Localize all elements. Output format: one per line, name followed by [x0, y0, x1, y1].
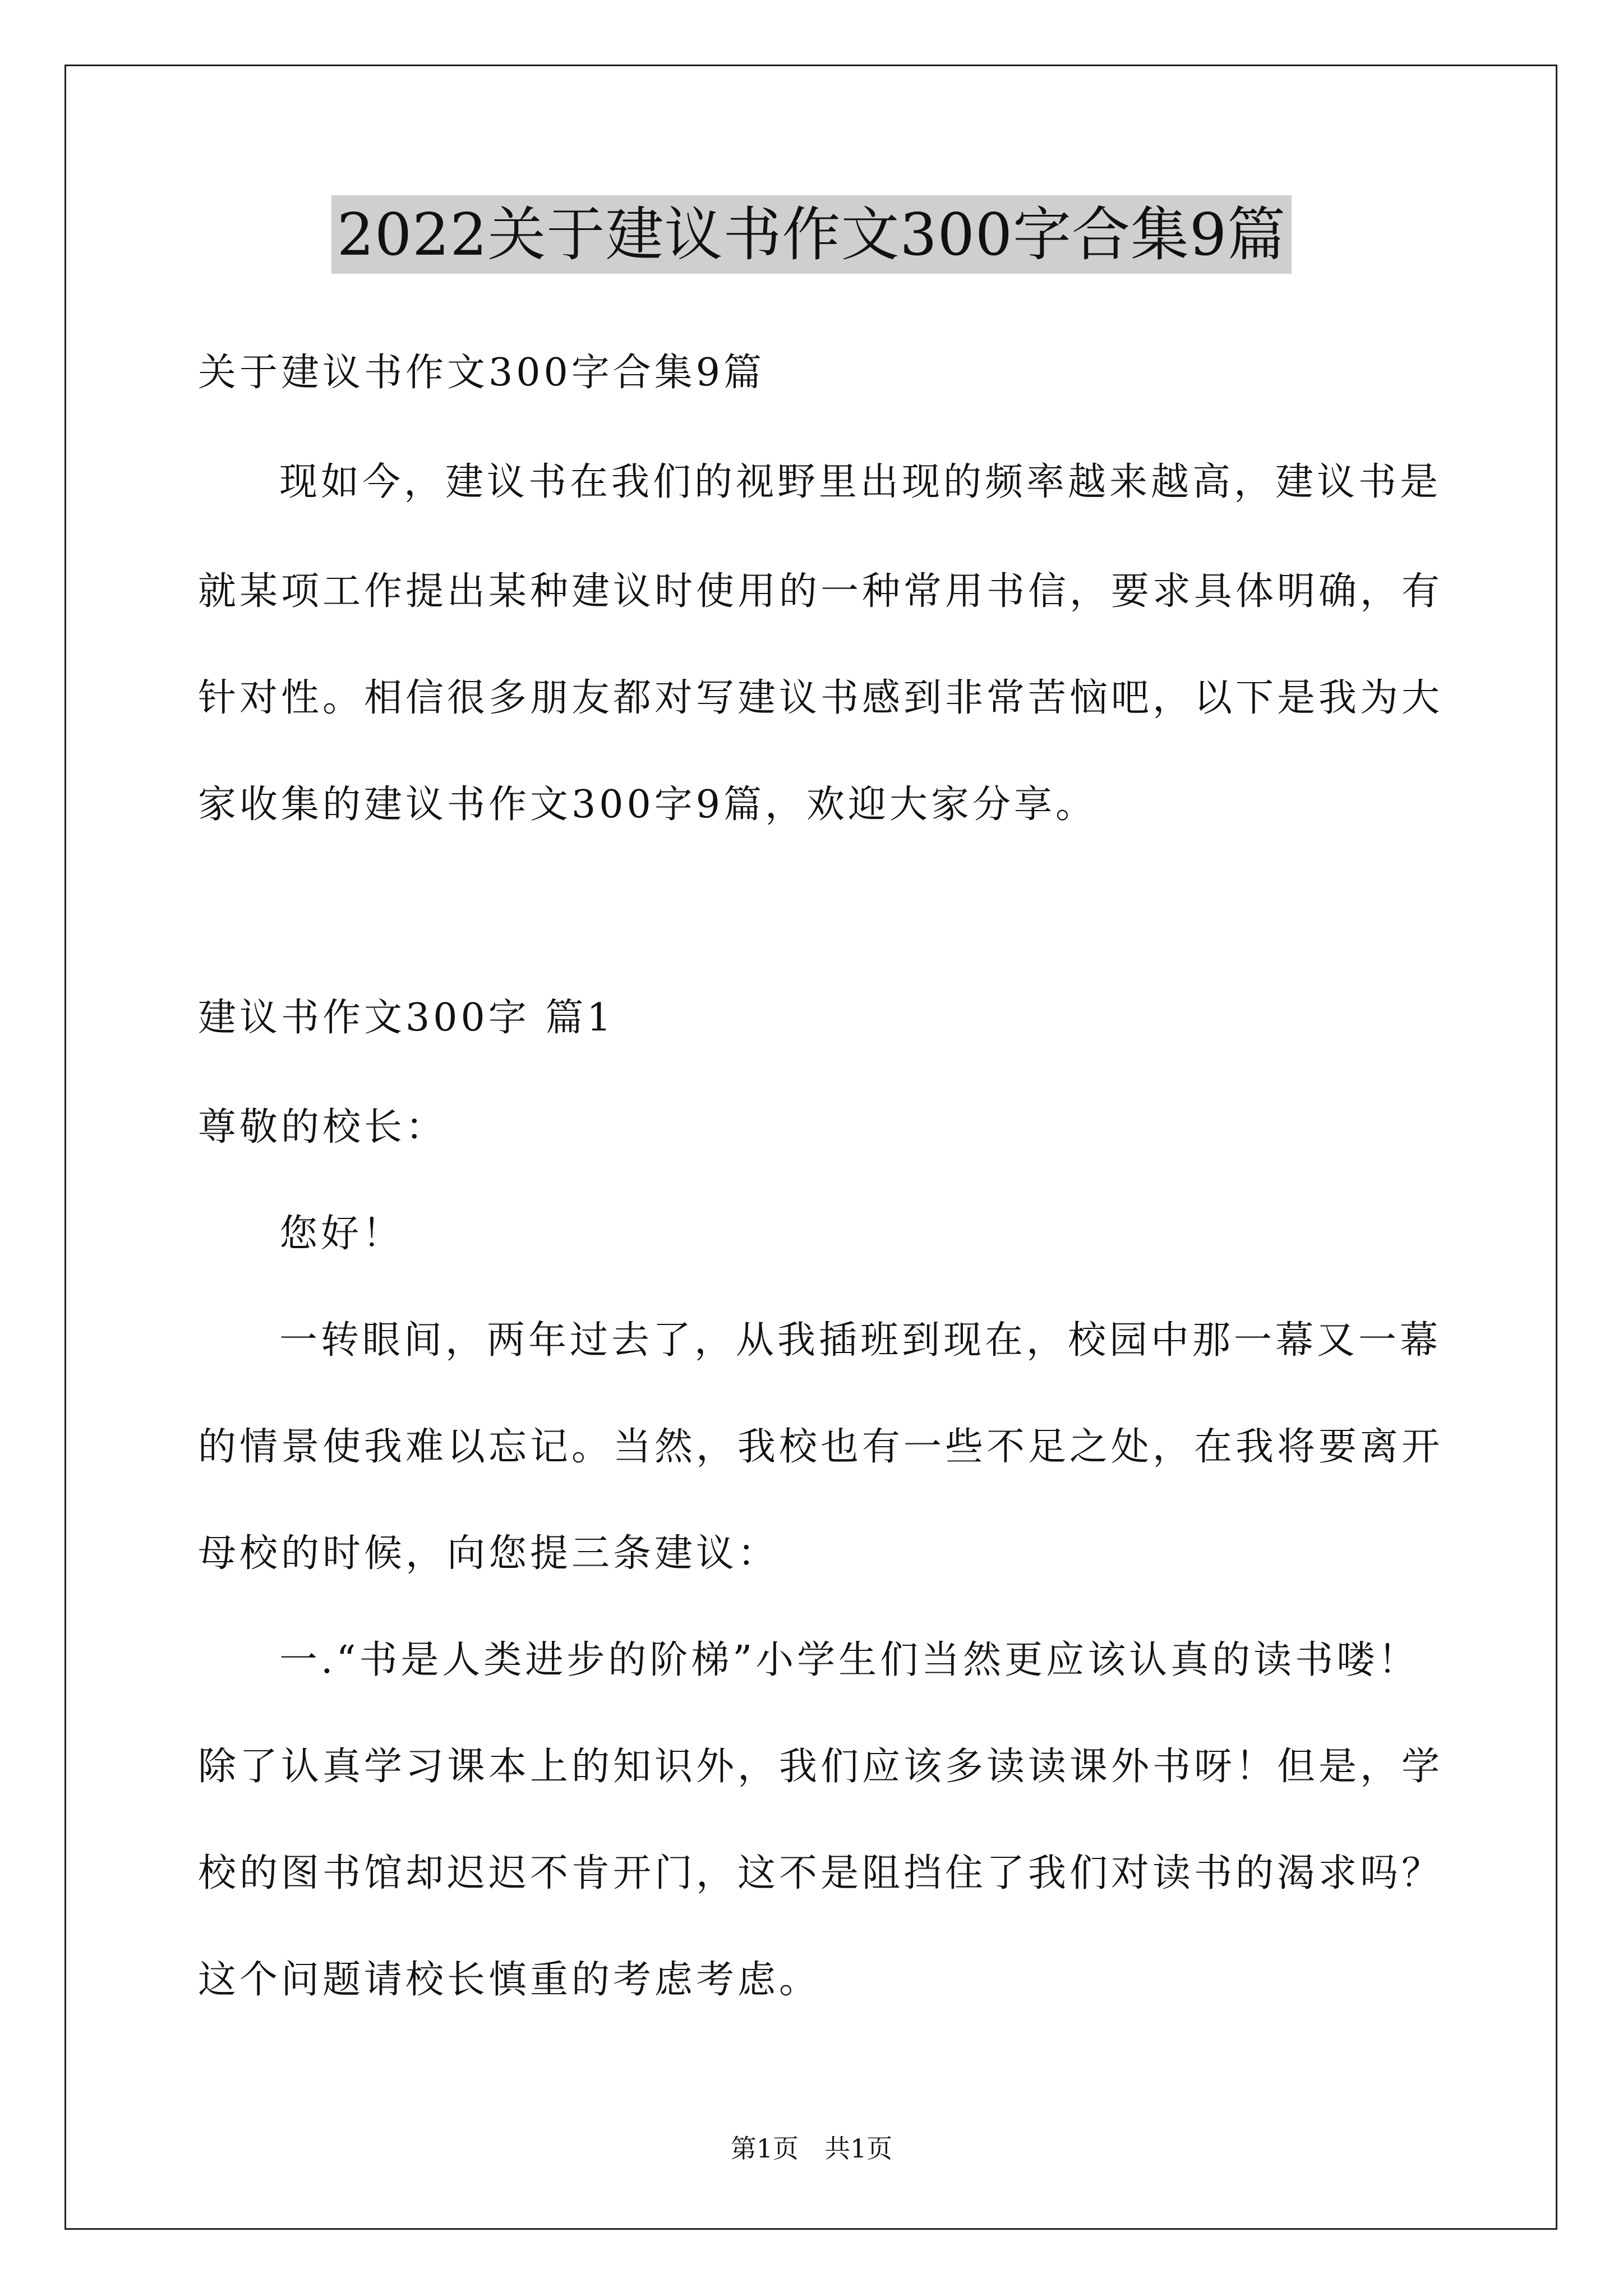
document-title: 2022关于建议书作文300字合集9篇 [331, 195, 1292, 274]
body-line-5: 除了认真学习课本上的知识外，我们应该多读读课外书呀！但是，学 [198, 1745, 1444, 1789]
document-subtitle: 关于建议书作文300字合集9篇 [198, 351, 766, 395]
intro-line-4: 家收集的建议书作文300字9篇，欢迎大家分享。 [198, 783, 1098, 827]
salutation: 尊敬的校长： [198, 1105, 448, 1149]
body-line-4: 一.“书是人类进步的阶梯”小学生们当然更应该认真的读书喽！ [279, 1638, 1420, 1682]
body-line-6: 校的图书馆却迟迟不肯开门，这不是阻挡住了我们对读书的渴求吗？ [198, 1851, 1444, 1895]
body-line-7: 这个问题请校长慎重的考虑考虑。 [198, 1958, 821, 2002]
greeting: 您好！ [279, 1212, 404, 1256]
body-line-3: 母校的时候，向您提三条建议： [198, 1531, 780, 1576]
intro-line-3: 针对性。相信很多朋友都对写建议书感到非常苦恼吧，以下是我为大 [198, 676, 1444, 720]
title-container [0, 195, 1623, 274]
body-line-2: 的情景使我难以忘记。当然，我校也有一些不足之处，在我将要离开 [198, 1425, 1444, 1469]
body-line-1: 一转眼间，两年过去了，从我插班到现在，校园中那一幕又一幕 [279, 1318, 1442, 1363]
page-number-footer: 第1页 共1页 [730, 2133, 893, 2164]
section-heading: 建议书作文300字 篇1 [198, 996, 615, 1040]
intro-line-1: 现如今，建议书在我们的视野里出现的频率越来越高，建议书是 [279, 460, 1442, 504]
intro-line-2: 就某项工作提出某种建议时使用的一种常用书信，要求具体明确，有 [198, 569, 1444, 614]
